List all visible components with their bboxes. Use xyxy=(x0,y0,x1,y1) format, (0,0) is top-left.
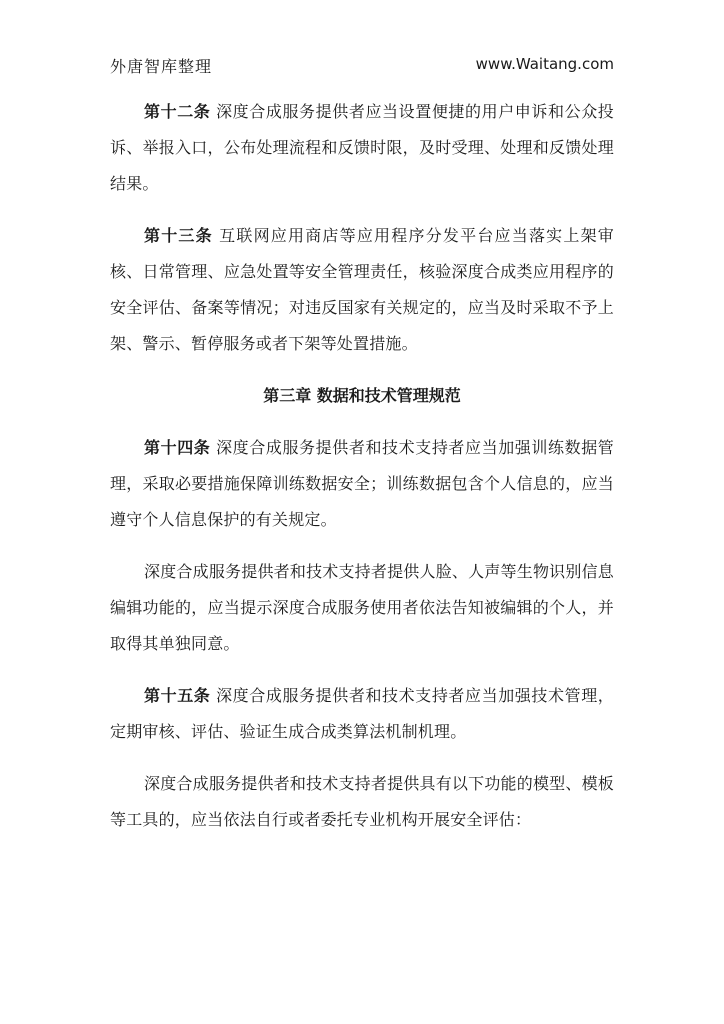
page-header xyxy=(110,54,614,78)
header-website: www.Waitang.com xyxy=(475,55,614,73)
paragraph-text: 互联网应用商店等应用程序分发平台应当落实上架审核、日常管理、应急处置等安全管理责任，核验深度合成类应用程序的安全评估、备案等情况；对违反国家有关规定的，应当及时采取不予上架、警示、暂停服务或者下架等处置措施。 xyxy=(110,226,614,353)
paragraph-article-12 xyxy=(110,94,614,202)
paragraph-text: 深度合成服务提供者和技术支持者应当加强训练数据管理，采取必要措施保障训练数据安全；训练数据包含个人信息的，应当遵守个人信息保护的有关规定。 xyxy=(110,438,614,529)
document-body xyxy=(110,94,614,854)
paragraph-text: 深度合成服务提供者和技术支持者应当加强技术管理，定期审核、评估、验证生成合成类算法机制机理。 xyxy=(110,686,614,741)
article-number: 第十三条 xyxy=(144,226,213,245)
paragraph-article-15 xyxy=(110,678,614,750)
paragraph-biometric-editing xyxy=(110,554,614,662)
chapter-heading: 第三章 数据和技术管理规范 xyxy=(263,386,461,405)
paragraph-text: 深度合成服务提供者应当设置便捷的用户申诉和公众投诉、举报入口，公布处理流程和反馈时限，及时受理、处理和反馈处理结果。 xyxy=(110,102,614,193)
article-number: 第十五条 xyxy=(144,686,211,705)
paragraph-article-14 xyxy=(110,430,614,538)
paragraph-model-assessment xyxy=(110,766,614,838)
header-source-title: 外唐智库整理 xyxy=(110,57,213,76)
article-number: 第十二条 xyxy=(144,102,211,121)
article-number: 第十四条 xyxy=(144,438,211,457)
paragraph-text: 深度合成服务提供者和技术支持者提供人脸、人声等生物识别信息编辑功能的，应当提示深度合成服务使用者依法告知被编辑的个人，并取得其单独同意。 xyxy=(110,562,614,653)
paragraph-text: 深度合成服务提供者和技术支持者提供具有以下功能的模型、模板等工具的，应当依法自行或者委托专业机构开展安全评估： xyxy=(110,774,614,829)
paragraph-article-13 xyxy=(110,218,614,362)
